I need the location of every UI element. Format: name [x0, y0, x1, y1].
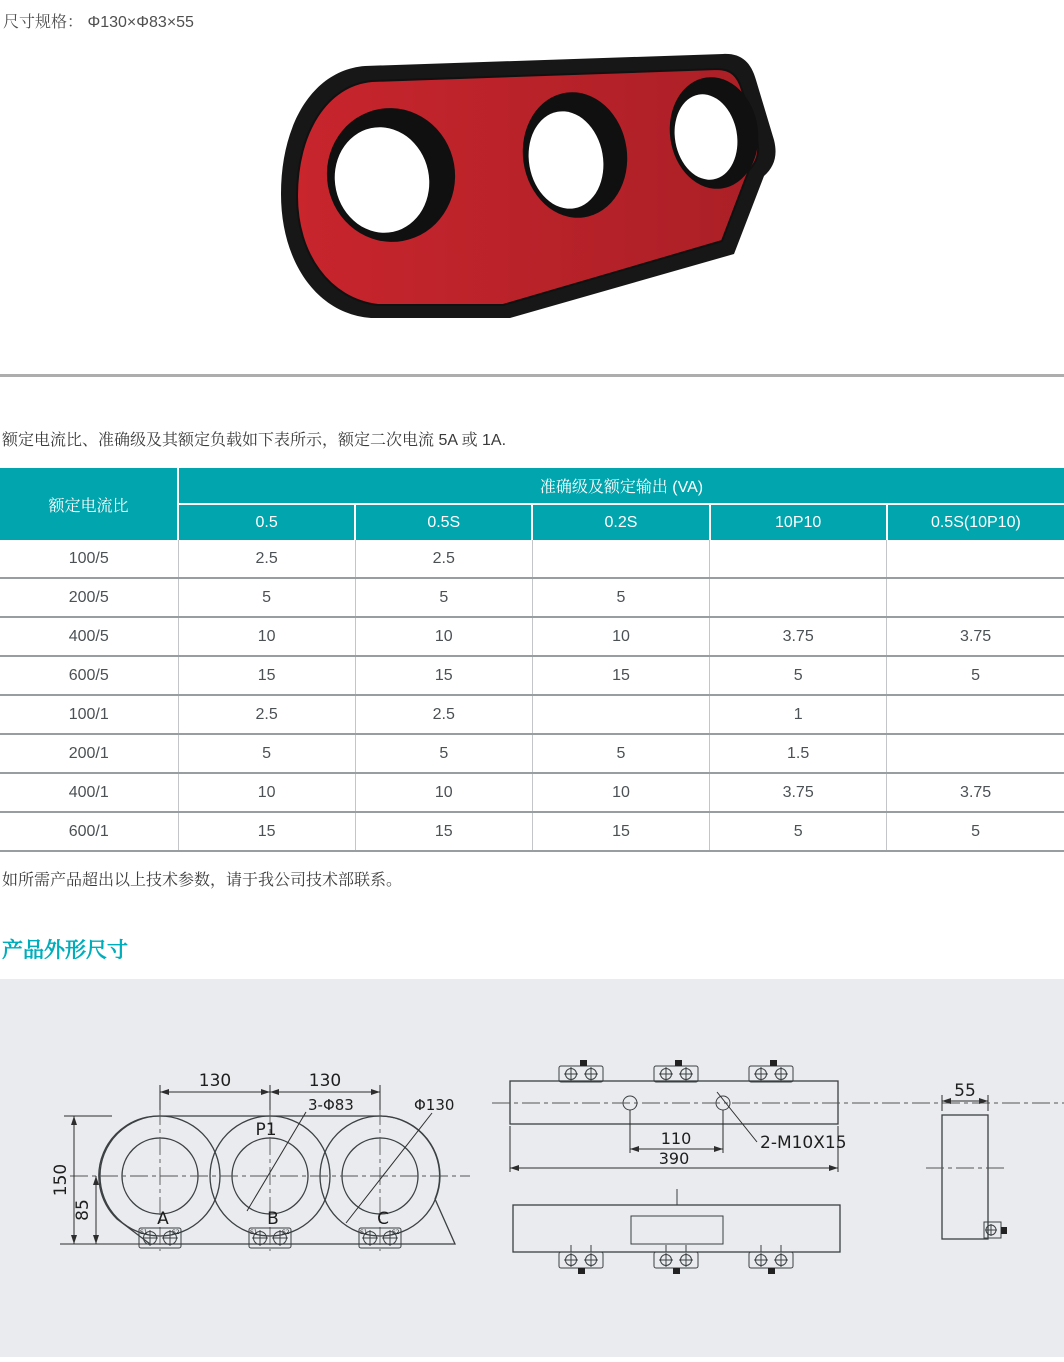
dim-390: 390: [658, 1149, 690, 1168]
value-cell: 2.5: [178, 540, 355, 578]
dim-130-left: 130: [198, 1071, 232, 1091]
dim-110: 110: [660, 1129, 692, 1148]
value-cell: 2.5: [178, 695, 355, 734]
ratio-cell: 200/5: [0, 578, 178, 617]
value-cell: 3.75: [710, 617, 887, 656]
table-row: [0, 812, 1064, 851]
value-cell: 15: [178, 812, 355, 851]
value-cell: 3.75: [710, 773, 887, 812]
value-cell: [532, 540, 709, 578]
value-cell: 5: [178, 734, 355, 773]
terminal-label-a: A: [157, 1209, 169, 1229]
table-row: [0, 734, 1064, 773]
s2-label: S2: [392, 1229, 400, 1236]
bottom-view-terminals: [559, 1245, 793, 1274]
dimension-drawing-svg: [0, 979, 1064, 1357]
s2-label: S2: [172, 1229, 180, 1236]
value-cell: 5: [710, 812, 887, 851]
value-cell: [887, 734, 1064, 773]
s2-label: S2: [282, 1229, 290, 1236]
hole-diameter-label: 3-Φ83: [308, 1096, 354, 1114]
ratio-column-header: 额定电流比: [0, 468, 178, 540]
value-cell: 5: [710, 656, 887, 695]
value-cell: 15: [355, 656, 532, 695]
accuracy-group-header: 准确级及额定输出 (VA): [178, 468, 1064, 504]
accuracy-column-header: 0.5S(10P10): [887, 504, 1064, 540]
front-dimension-labels: [51, 1071, 454, 1229]
table-body: [0, 540, 1064, 851]
top-view: [510, 1081, 838, 1124]
value-cell: [710, 578, 887, 617]
value-cell: 5: [887, 812, 1064, 851]
ratio-cell: 400/5: [0, 617, 178, 656]
value-cell: [887, 540, 1064, 578]
side-view: [942, 1115, 1007, 1239]
value-cell: 5: [532, 734, 709, 773]
value-cell: [710, 540, 887, 578]
dimension-drawing-panel: [0, 979, 1064, 1357]
section-divider: [0, 374, 1064, 377]
product-image: [275, 48, 790, 328]
s1-label: S1: [250, 1229, 258, 1236]
table-row: [0, 578, 1064, 617]
value-cell: 1.5: [710, 734, 887, 773]
table-row: [0, 773, 1064, 812]
terminal-label-b: B: [267, 1209, 279, 1229]
top-view-terminals: [559, 1060, 793, 1082]
value-cell: 5: [178, 578, 355, 617]
ratio-cell: 200/1: [0, 734, 178, 773]
ratio-cell: 600/5: [0, 656, 178, 695]
s1-label: S1: [360, 1229, 368, 1236]
accuracy-column-header: 10P10: [710, 504, 887, 540]
ratio-cell: 100/1: [0, 695, 178, 734]
value-cell: 2.5: [355, 695, 532, 734]
terminal-label-c: C: [377, 1209, 389, 1229]
value-cell: 10: [178, 773, 355, 812]
value-cell: 5: [355, 734, 532, 773]
value-cell: [532, 695, 709, 734]
ratings-table: [0, 468, 1064, 852]
value-cell: 15: [355, 812, 532, 851]
value-cell: 10: [532, 773, 709, 812]
value-cell: 10: [355, 617, 532, 656]
ratio-cell: 400/1: [0, 773, 178, 812]
table-row: [0, 617, 1064, 656]
accuracy-column-header: 0.2S: [532, 504, 709, 540]
value-cell: 10: [178, 617, 355, 656]
dimension-spec-text: 尺寸规格： Φ130×Φ83×55: [3, 14, 194, 31]
outer-diameter-label: Φ130: [414, 1096, 455, 1114]
p1-label: P1: [255, 1120, 277, 1140]
value-cell: 10: [355, 773, 532, 812]
value-cell: 5: [532, 578, 709, 617]
value-cell: 5: [355, 578, 532, 617]
dim-55: 55: [954, 1081, 976, 1101]
table-intro-text: 额定电流比、准确级及其额定负载如下表所示，额定二次电流 5A 或 1A.: [2, 432, 507, 449]
table-row: [0, 695, 1064, 734]
s1-label: S1: [140, 1229, 148, 1236]
product-render-svg: [275, 48, 790, 323]
value-cell: [887, 695, 1064, 734]
outline-dimensions-title: 产品外形尺寸: [2, 939, 128, 962]
contact-note-text: 如所需产品超出以上技术参数，请于我公司技术部联系。: [2, 872, 403, 889]
ratio-cell: 100/5: [0, 540, 178, 578]
bottom-view: [513, 1189, 840, 1252]
dim-85: 85: [73, 1199, 93, 1221]
value-cell: 10: [532, 617, 709, 656]
dim-150: 150: [51, 1163, 71, 1197]
value-cell: 2.5: [355, 540, 532, 578]
dim-130-right: 130: [308, 1071, 342, 1091]
thread-spec-label: 2-M10X15: [760, 1133, 847, 1153]
ratio-cell: 600/1: [0, 812, 178, 851]
value-cell: 1: [710, 695, 887, 734]
value-cell: 3.75: [887, 617, 1064, 656]
value-cell: 15: [532, 812, 709, 851]
table-row: [0, 656, 1064, 695]
table-row: [0, 540, 1064, 578]
value-cell: 3.75: [887, 773, 1064, 812]
value-cell: 15: [178, 656, 355, 695]
value-cell: 5: [887, 656, 1064, 695]
accuracy-column-header: 0.5: [178, 504, 355, 540]
value-cell: 15: [532, 656, 709, 695]
accuracy-column-header: 0.5S: [355, 504, 532, 540]
top-view-labels: [659, 1129, 847, 1168]
value-cell: [887, 578, 1064, 617]
